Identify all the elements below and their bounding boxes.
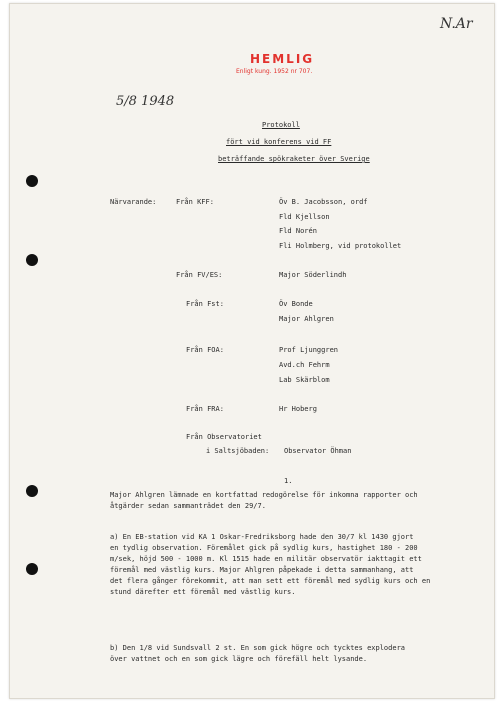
handwritten-initials: N.Ar xyxy=(440,16,473,32)
observatory-from-line1: Från Observatoriet xyxy=(186,433,262,441)
attendee-name: Lab Skärblom xyxy=(279,376,330,384)
group-from: Från FOA: xyxy=(186,346,224,354)
punch-hole xyxy=(26,563,38,575)
paragraph-line: m/sek, höjd 500 - 1000 m. Kl 1515 hade en militär observatör iakttagit ett xyxy=(110,555,422,563)
attendee-name: Öv Bonde xyxy=(279,300,313,308)
attendee-name: Prof Ljunggren xyxy=(279,346,339,354)
paragraph-b xyxy=(110,643,405,665)
attendee-name: Major Ahlgren xyxy=(279,315,334,323)
punch-hole xyxy=(26,254,38,266)
paragraph-intro xyxy=(110,490,418,512)
attendee-name: Hr Hoberg xyxy=(279,405,317,413)
paragraph-line: över vattnet och en som gick lägre och förefäll helt lysande. xyxy=(110,655,368,663)
observatory-attendee-name: Observator Öhman xyxy=(284,447,352,455)
paragraph-line: a) En EB-station vid KA 1 Oskar-Fredriksborg hade den 30/7 kl 1430 gjort xyxy=(110,533,414,541)
attendee-name: Major Söderlindh xyxy=(279,271,347,279)
heading-line-3: beträffande spökraketer över Sverige xyxy=(218,155,370,163)
attendee-name: Fli Holmberg, vid protokollet xyxy=(279,242,402,250)
heading-line-2: fört vid konferens vid FF xyxy=(226,138,332,146)
paragraph-line: b) Den 1/8 vid Sundsvall 2 st. En som gick högre och tycktes explodera xyxy=(110,644,406,652)
heading-line-1: Protokoll xyxy=(262,121,300,129)
section-number: 1. xyxy=(284,477,293,485)
paragraph-line: det flera gånger förekommit, att man sett ett föremål med sydlig kurs och en xyxy=(110,577,431,585)
observatory-from-line2: i Saltsjöbaden: xyxy=(206,447,270,455)
attendee-name: Fld Norén xyxy=(279,227,317,235)
present-label: Närvarande: xyxy=(110,198,157,206)
paragraph-line: stund därefter ett föremål med västlig kurs. xyxy=(110,588,296,596)
paragraph-line: Major Ahlgren lämnade en kortfattad redogörelse för inkomna rapporter och xyxy=(110,491,418,499)
secret-stamp-subtitle: Enligt kung. 1952 nr 707. xyxy=(236,68,313,75)
handwritten-date: 5/8 1948 xyxy=(116,94,175,109)
punch-hole xyxy=(26,175,38,187)
paragraph-a xyxy=(110,532,430,598)
paragraph-line: åtgärder sedan sammanträdet den 29/7. xyxy=(110,502,266,510)
secret-stamp-title: HEMLIG xyxy=(250,52,315,66)
attendee-name: Avd.ch Fehrm xyxy=(279,361,330,369)
group-from: Från KFF: xyxy=(176,198,214,206)
paragraph-line: föremål med västlig kurs. Major Ahlgren påpekade i detta sammanhang, att xyxy=(110,566,414,574)
paragraph-line: en tydlig observation. Föremålet gick på sydlig kurs, hastighet 180 - 200 xyxy=(110,544,418,552)
group-from: Från FV/ES: xyxy=(176,271,223,279)
attendee-name: Öv B. Jacobsson, ordf xyxy=(279,198,368,206)
attendee-name: Fld Kjellson xyxy=(279,213,330,221)
group-from: Från Fst: xyxy=(186,300,224,308)
group-from: Från FRA: xyxy=(186,405,224,413)
punch-hole xyxy=(26,485,38,497)
